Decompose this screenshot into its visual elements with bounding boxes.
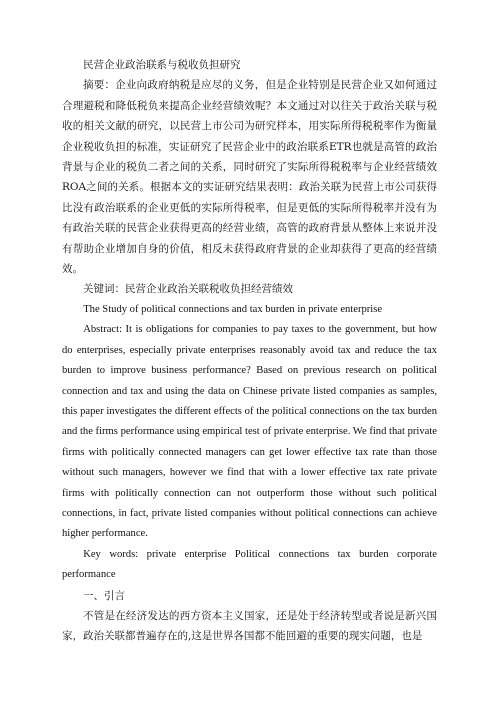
- keywords-cn: 关键词：民营企业政治关联税收负担经营绩效: [83, 283, 293, 296]
- paper-title-en: The Study of political connections and tax burden in private enterprise: [83, 303, 383, 315]
- intro-paragraph: 不管是在经济发达的西方资本主义国家，还是处于经济转型或者说是新兴国家，政治关联都普遍存在的,这是世界各国都不能回避的重要的现实问题，也是: [62, 609, 437, 643]
- section-heading: 一、引言: [83, 589, 125, 602]
- keywords-en: Key words: private enterprise Political connections tax burden corporate performance: [62, 548, 437, 581]
- abstract-cn: 摘要：企业向政府纳税是应尽的义务，但是企业特别是民营企业又如何通过合理避税和降低税负来提高企业经营绩效呢？本文通过对以往关于政治关联与税收的相关文献的研究，以民营上市公司为研究样本，用实际所得税税率作为衡量企业税收负担的标准，实证研究了民营企业中的政治联系ETR也就是高管的政治背景与企业的税负二者之间的关系，同时研究了实际所得税税率与企业经营绩效ROA之间的关系。根据本文的实证研究结果表明：政治关联为民营上市公司获得比没有政治联系的企业更低的实际所得税率，但是更低的实际所得税率并没有为有政治关联的民营企业获得更高的经营业绩，高管的政府背景从整体上来说并没有帮助企业增加自身的价值，相反未获得政府背景的企业却获得了更高的经营绩效。: [62, 79, 437, 276]
- paper-body: [62, 55, 437, 647]
- abstract-en: Abstract: It is obligations for companies to pay taxes to the government, but how do enterprises, especially private enterprises reasonably avoid tax and reduce the tax burden to improve business performance? Based on previous research on political connection and tax and using the data on Chinese private listed companies as samples, this paper investigates the different effects of the political connections on the tax burden and the firms performance using empirical test of private enterprise. We find that private firms with politically connected managers can get lower effective tax rate than those without such managers, however we find that with a lower effective tax rate private firms with politically connection can not outperform those without such political connections, in fact, private listed companies without political connections can achieve higher performance.: [62, 324, 437, 540]
- paper-title-cn: 民营企业政治联系与税收负担研究: [83, 59, 241, 71]
